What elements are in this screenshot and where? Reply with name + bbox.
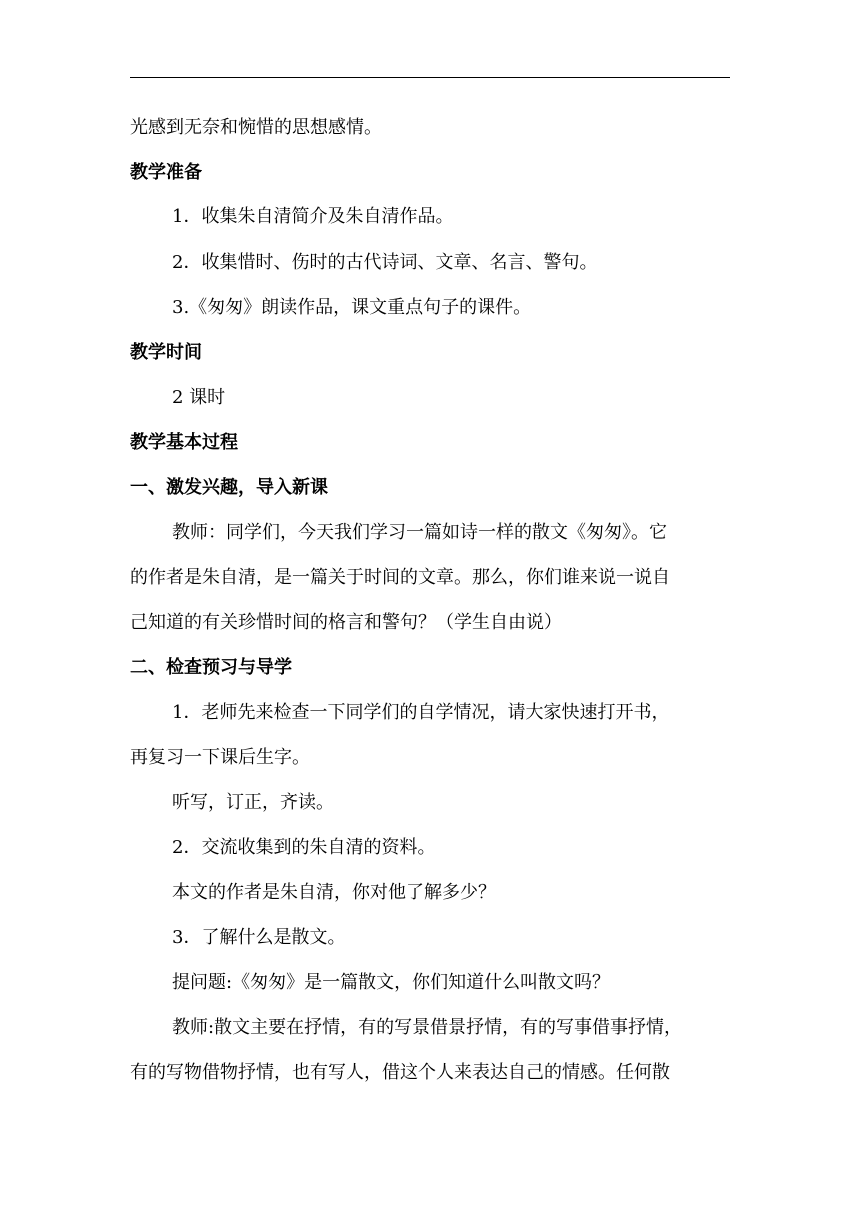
- list-item: 2．收集惜时、伤时的古代诗词、文章、名言、警句。: [172, 252, 598, 273]
- body-text-line: 2 课时: [172, 387, 226, 408]
- list-item: 3．了解什么是散文。: [172, 927, 346, 948]
- body-text-line: 教师：同学们，今天我们学习一篇如诗一样的散文《匆匆》。它: [172, 522, 667, 543]
- body-text-line: 本文的作者是朱自清，你对他了解多少？: [172, 882, 496, 903]
- body-text-line: 光感到无奈和惋惜的思想感情。: [130, 117, 382, 138]
- body-text-line: 的作者是朱自清，是一篇关于时间的文章。那么，你们谁来说一说自: [130, 567, 670, 588]
- body-text-line: 再复习一下课后生字。: [130, 747, 310, 768]
- body-text-line: 教师:散文主要在抒情，有的写景借景抒情，有的写事借事抒情，: [172, 1017, 683, 1038]
- list-item: 1．老师先来检查一下同学们的自学情况，请大家快速打开书，: [172, 702, 670, 723]
- list-item: 1．收集朱自清简介及朱自清作品。: [172, 206, 454, 227]
- section-heading: 二、检查预习与导学: [130, 657, 292, 678]
- section-heading: 一、激发兴趣，导入新课: [130, 477, 328, 498]
- section-heading: 教学准备: [130, 162, 202, 183]
- section-heading: 教学时间: [130, 342, 202, 363]
- body-text-line: 己知道的有关珍惜时间的格言和警句？（学生自由说）: [130, 612, 562, 633]
- list-item: 3.《匆匆》朗读作品，课文重点句子的课件。: [172, 297, 532, 318]
- header-rule: [130, 77, 730, 78]
- list-item: 2．交流收集到的朱自清的资料。: [172, 837, 436, 858]
- body-text-line: 提问题:《匆匆》是一篇散文，你们知道什么叫散文吗？: [172, 972, 611, 993]
- body-text-line: 有的写物借物抒情，也有写人，借这个人来表达自己的情感。任何散: [130, 1062, 670, 1083]
- body-text-line: 听写，订正，齐读。: [172, 792, 334, 813]
- section-heading: 教学基本过程: [130, 432, 238, 453]
